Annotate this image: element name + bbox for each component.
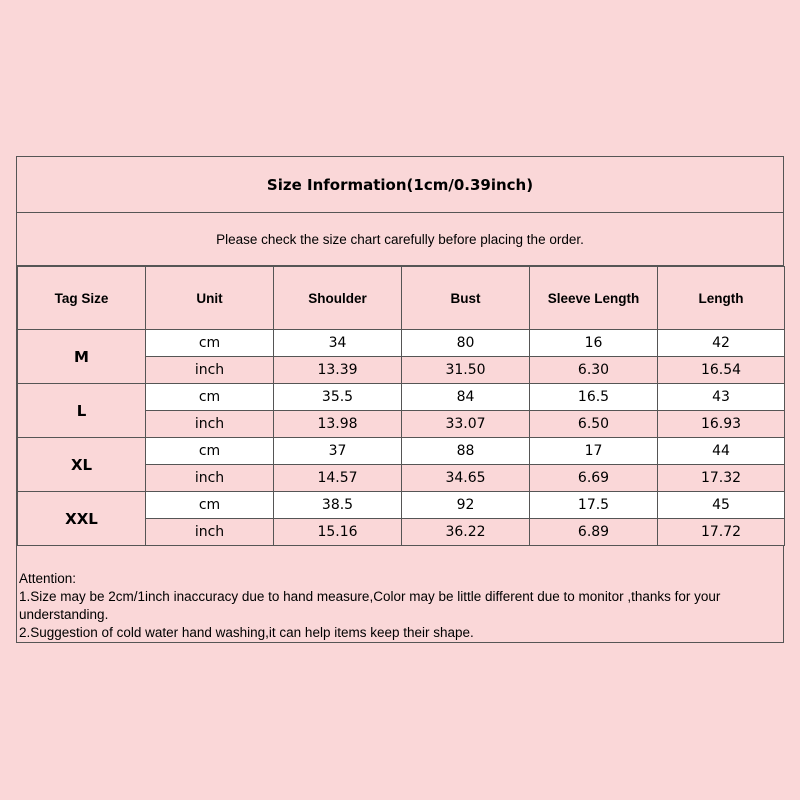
header-unit: Unit <box>146 267 274 330</box>
header-tag-size: Tag Size <box>18 267 146 330</box>
length-cell: 43 <box>658 384 785 411</box>
bust-cell: 31.50 <box>402 357 530 384</box>
shoulder-cell: 15.16 <box>274 519 402 546</box>
shoulder-cell: 34 <box>274 330 402 357</box>
header-bust: Bust <box>402 267 530 330</box>
unit-cell: inch <box>146 411 274 438</box>
sleeve-cell: 6.30 <box>530 357 658 384</box>
chart-note: Please check the size chart carefully before placing the order. <box>17 213 783 266</box>
shoulder-cell: 13.98 <box>274 411 402 438</box>
sleeve-cell: 6.69 <box>530 465 658 492</box>
shoulder-cell: 38.5 <box>274 492 402 519</box>
sleeve-cell: 16.5 <box>530 384 658 411</box>
length-cell: 42 <box>658 330 785 357</box>
size-label: XXL <box>18 492 146 546</box>
unit-cell: inch <box>146 519 274 546</box>
bust-cell: 92 <box>402 492 530 519</box>
attention-notes <box>19 570 779 642</box>
bust-cell: 80 <box>402 330 530 357</box>
length-cell: 17.72 <box>658 519 785 546</box>
size-label: L <box>18 384 146 438</box>
size-label: XL <box>18 438 146 492</box>
size-chart <box>16 156 784 643</box>
sleeve-cell: 17.5 <box>530 492 658 519</box>
sleeve-cell: 17 <box>530 438 658 465</box>
unit-cell: cm <box>146 492 274 519</box>
length-cell: 17.32 <box>658 465 785 492</box>
table-row <box>18 330 785 357</box>
bust-cell: 34.65 <box>402 465 530 492</box>
unit-cell: inch <box>146 357 274 384</box>
length-cell: 16.54 <box>658 357 785 384</box>
attention-line-2: 2.Suggestion of cold water hand washing,it can help items keep their shape. <box>19 625 474 640</box>
attention-line-1: 1.Size may be 2cm/1inch inaccuracy due to hand measure,Color may be little different due to monitor ,thanks for your understanding. <box>19 589 721 622</box>
size-table <box>17 266 785 546</box>
bust-cell: 36.22 <box>402 519 530 546</box>
unit-cell: cm <box>146 438 274 465</box>
header-length: Length <box>658 267 785 330</box>
bust-cell: 33.07 <box>402 411 530 438</box>
chart-title: Size Information(1cm/0.39inch) <box>17 157 783 213</box>
length-cell: 44 <box>658 438 785 465</box>
sleeve-cell: 6.50 <box>530 411 658 438</box>
unit-cell: cm <box>146 384 274 411</box>
unit-cell: cm <box>146 330 274 357</box>
header-sleeve-length: Sleeve Length <box>530 267 658 330</box>
shoulder-cell: 37 <box>274 438 402 465</box>
sleeve-cell: 6.89 <box>530 519 658 546</box>
length-cell: 45 <box>658 492 785 519</box>
header-shoulder: Shoulder <box>274 267 402 330</box>
shoulder-cell: 35.5 <box>274 384 402 411</box>
bust-cell: 88 <box>402 438 530 465</box>
unit-cell: inch <box>146 465 274 492</box>
length-cell: 16.93 <box>658 411 785 438</box>
table-row <box>18 438 785 465</box>
attention-heading: Attention: <box>19 571 77 586</box>
table-header-row <box>18 267 785 330</box>
size-label: M <box>18 330 146 384</box>
table-row <box>18 492 785 519</box>
sleeve-cell: 16 <box>530 330 658 357</box>
bust-cell: 84 <box>402 384 530 411</box>
shoulder-cell: 14.57 <box>274 465 402 492</box>
shoulder-cell: 13.39 <box>274 357 402 384</box>
table-row <box>18 384 785 411</box>
